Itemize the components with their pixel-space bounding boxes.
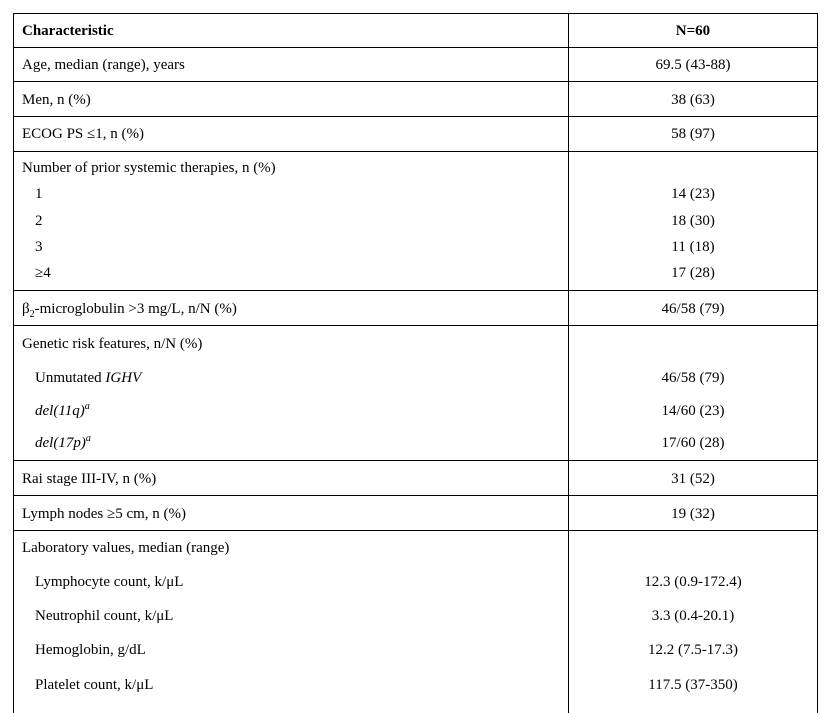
sub-row-label: $del(17p)^a$ xyxy=(35,433,91,451)
row-label: Rai stage III-IV, n (%) xyxy=(22,471,157,487)
sub-row-label: ≥4 xyxy=(35,265,51,281)
sub-row-value: 14/60 (23) xyxy=(661,403,725,419)
sub-row-value: 12.2 (7.5-17.3) xyxy=(648,642,738,658)
row-value: 19 (32) xyxy=(671,506,715,522)
sub-row-label: Platelet count, k/μL xyxy=(35,677,154,693)
table-row-age xyxy=(13,47,818,81)
row-label: Age, median (range), years xyxy=(22,57,185,73)
sub-row-value: 46/58 (79) xyxy=(661,370,725,386)
sub-row-label: Lymphocyte count, k/μL xyxy=(35,574,184,590)
row-label: $\beta_2$-microglobulin >3 mg/L, n/N (%) xyxy=(22,301,237,320)
sub-row-value: 12.3 (0.9-172.4) xyxy=(644,574,742,590)
row-value: 31 (52) xyxy=(671,471,715,487)
sub-row-label: $del(11q)^a$ xyxy=(35,401,90,419)
characteristics-table xyxy=(13,13,818,713)
sub-row-label: 1 xyxy=(35,186,43,202)
table-row-ecog xyxy=(13,116,818,151)
table-row-genetic-risk xyxy=(13,325,818,460)
sub-row-value: 18 (30) xyxy=(671,213,715,229)
row-label: Number of prior systemic therapies, n (%) xyxy=(22,160,276,176)
sub-row-value: 3.3 (0.4-20.1) xyxy=(651,608,735,624)
row-label: Lymph nodes ≥5 cm, n (%) xyxy=(22,506,187,522)
table-row-men xyxy=(13,81,818,116)
sub-row-value: 11 (18) xyxy=(671,239,715,255)
table-row-laboratory-values xyxy=(13,530,818,713)
sub-row-value: 14 (23) xyxy=(671,186,715,202)
sub-row-label: Hemoglobin, g/dL xyxy=(35,642,146,658)
row-label: Genetic risk features, n/N (%) xyxy=(22,336,203,352)
sub-row-value: 17/60 (28) xyxy=(661,435,725,451)
row-value: 38 (63) xyxy=(671,92,715,108)
row-value: 46/58 (79) xyxy=(661,301,725,317)
table-row-rai-stage xyxy=(13,460,818,495)
row-label: Laboratory values, median (range) xyxy=(22,540,230,556)
header-characteristic: Characteristic xyxy=(22,23,114,39)
row-label: ECOG PS ≤1, n (%) xyxy=(22,126,144,142)
sub-row-value: 117.5 (37-350) xyxy=(648,677,738,693)
row-label: Men, n (%) xyxy=(22,92,91,108)
sub-row-label: 2 xyxy=(35,213,43,229)
table-header-row xyxy=(13,13,818,47)
sub-row-label: Unmutated IGHV xyxy=(35,370,142,386)
row-value: 58 (97) xyxy=(671,126,715,142)
row-value: 69.5 (43-88) xyxy=(655,57,731,73)
sub-row-value: 17 (28) xyxy=(671,265,715,281)
table-row-b2-microglobulin xyxy=(13,290,818,325)
header-n: N=60 xyxy=(675,23,711,39)
table-row-prior-therapies xyxy=(13,151,818,290)
table-row-lymph-nodes xyxy=(13,495,818,530)
sub-row-label: 3 xyxy=(35,239,43,255)
sub-row-label: Neutrophil count, k/μL xyxy=(35,608,174,624)
